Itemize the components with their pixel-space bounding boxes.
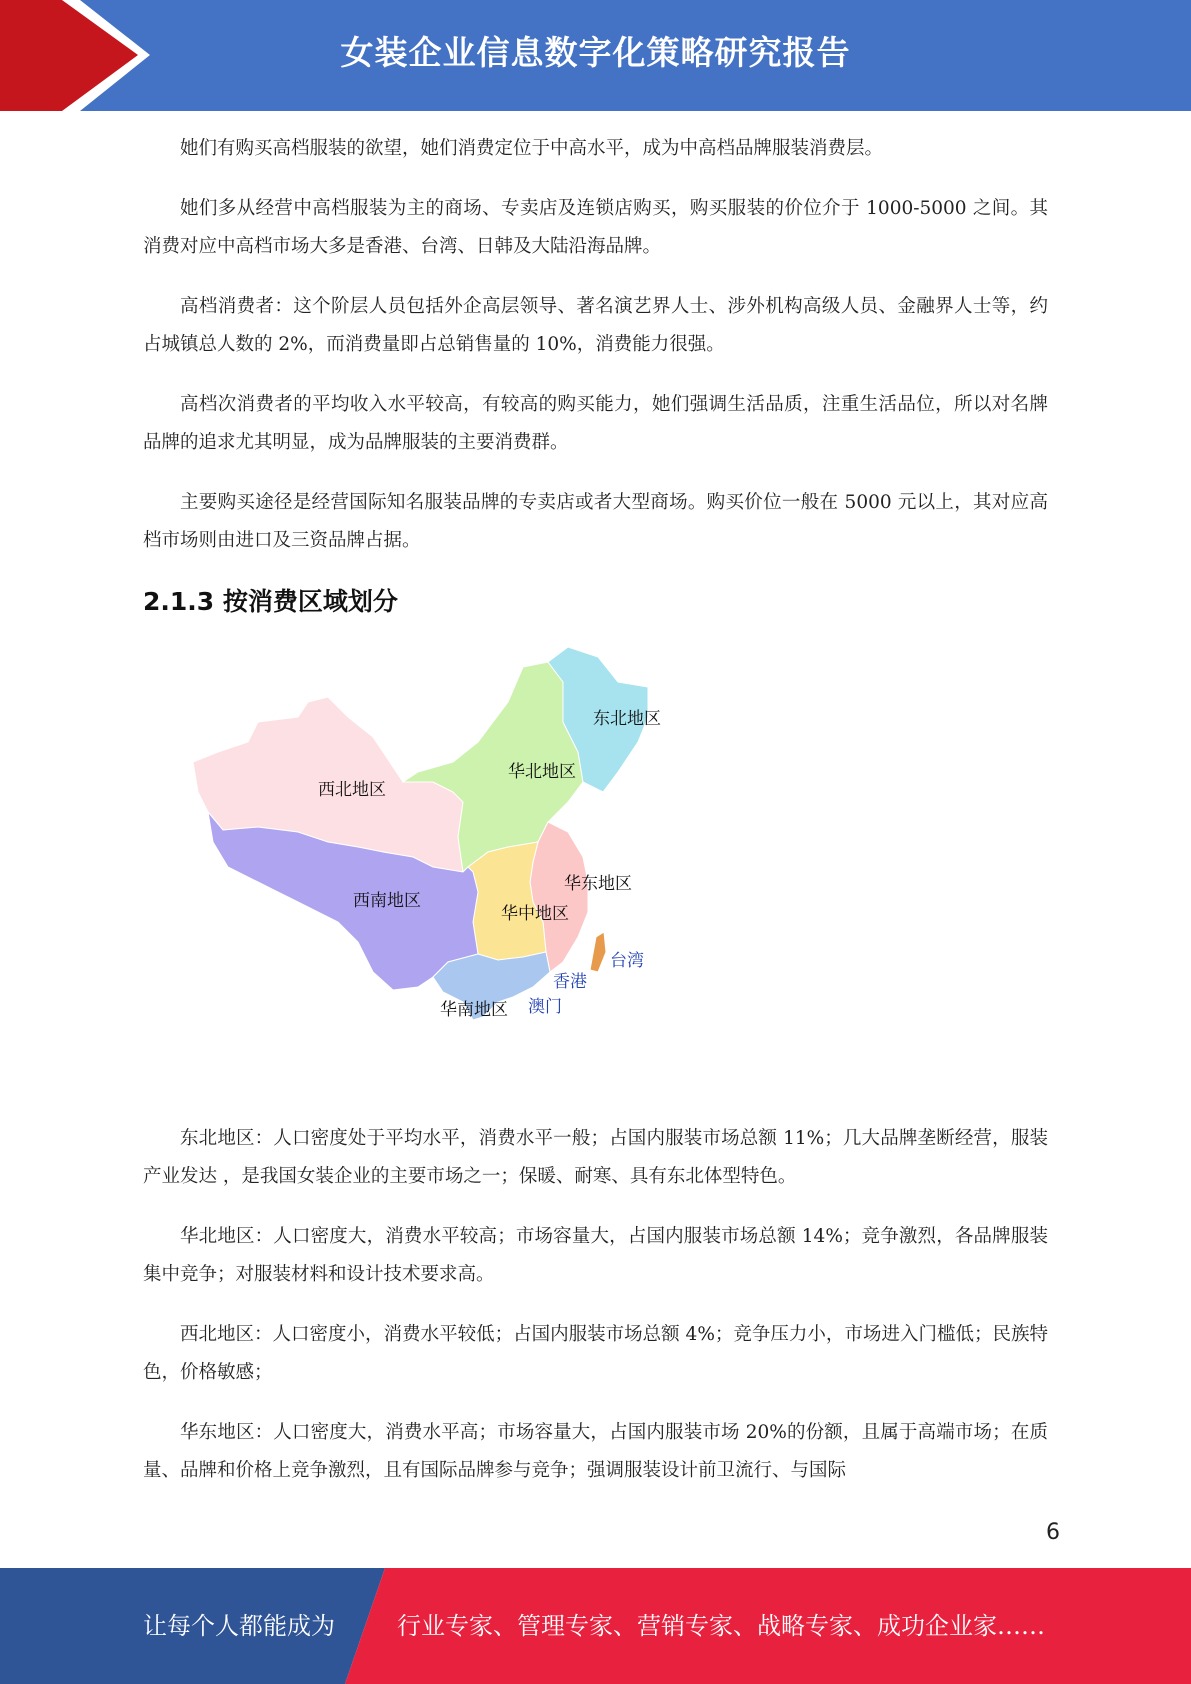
paragraph: 她们有购买高档服装的欲望，她们消费定位于中高水平，成为中高档品牌服装消费层。: [180, 138, 884, 159]
map-label-taiwan: 台湾: [610, 951, 644, 971]
paragraph: 华东地区：人口密度大，消费水平高；市场容量大，占国内服装市场 20%的份额，且属于高端市场；在质量、品牌和价格上竞争激烈，且有国际品牌参与竞争；强调服装设计前卫流行、与国际: [143, 1422, 1048, 1481]
map-label-south: 华南地区: [440, 1000, 508, 1020]
page-header: [0, 0, 1191, 111]
paragraph: 她们多从经营中高档服装为主的商场、专卖店及连锁店购买，购买服装的价位介于 1000-5000 之间。其消费对应中高档市场大多是香港、台湾、日韩及大陆沿海品牌。: [143, 198, 1048, 257]
map-label-macau: 澳门: [528, 997, 562, 1017]
map-region-taiwan: [590, 932, 606, 972]
paragraph: 东北地区：人口密度处于平均水平，消费水平一般；占国内服装市场总额 11%；几大品牌垄断经营，服装产业发达 ，是我国女装企业的主要市场之一；保暖、耐寒、具有东北体型特色。: [143, 1128, 1048, 1187]
page-footer: [0, 1568, 1191, 1684]
paragraph: 高档次消费者的平均收入水平较高，有较高的购买能力，她们强调生活品质，注重生活品位，所以对名牌品牌的追求尤其明显，成为品牌服装的主要消费群。: [143, 394, 1048, 453]
map-label-east: 华东地区: [564, 874, 632, 894]
map-label-northwest: 西北地区: [318, 780, 386, 800]
header-title: 女装企业信息数字化策略研究报告: [340, 33, 851, 72]
map-label-north: 华北地区: [508, 762, 576, 782]
document-body: [143, 130, 1048, 1512]
footer-slogan-right: 行业专家、管理专家、营销专家、战略专家、成功企业家……: [397, 1612, 1045, 1640]
map-label-northeast: 东北地区: [593, 709, 661, 729]
map-label-hongkong: 香港: [553, 972, 587, 992]
paragraph: 西北地区：人口密度小，消费水平较低；占国内服装市场总额 4%；竞争压力小，市场进入门槛低；民族特色，价格敏感；: [143, 1324, 1048, 1383]
section-heading: 2.1.3 按消费区域划分: [143, 587, 398, 616]
paragraph: 华北地区：人口密度大，消费水平较高；市场容量大，占国内服装市场总额 14%；竞争激烈，各品牌服装集中竞争；对服装材料和设计技术要求高。: [143, 1226, 1048, 1285]
paragraph: 高档消费者：这个阶层人员包括外企高层领导、著名演艺界人士、涉外机构高级人员、金融界人士等，约占城镇总人数的 2%，而消费量即占总销售量的 10%，消费能力很强。: [143, 296, 1048, 355]
page-number: 6: [1046, 1520, 1060, 1545]
china-region-map: [143, 622, 1048, 1082]
footer-slogan-left: 让每个人都能成为: [143, 1612, 335, 1640]
region-map-svg: [178, 642, 698, 1062]
map-label-southwest: 西南地区: [353, 891, 421, 911]
map-label-central: 华中地区: [501, 904, 569, 924]
paragraph: 主要购买途径是经营国际知名服装品牌的专卖店或者大型商场。购买价位一般在 5000 元以上，其对应高档市场则由进口及三资品牌占据。: [143, 492, 1048, 551]
